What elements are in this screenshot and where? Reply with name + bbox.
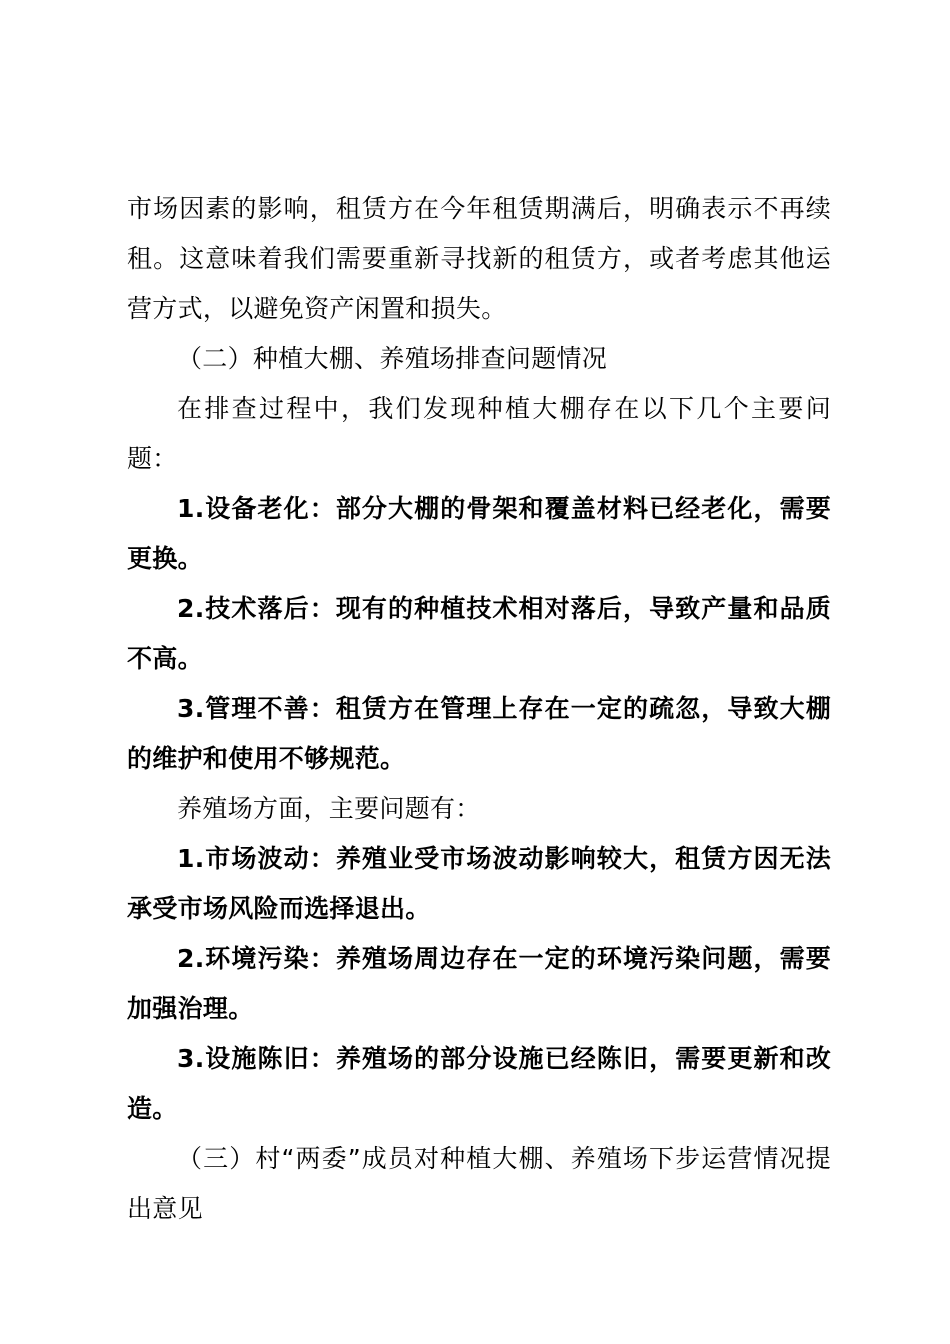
greenhouse-issue-1: 1.设备老化：部分大棚的骨架和覆盖材料已经老化，需要更换。 <box>127 494 831 573</box>
farm-issue-3: 3.设施陈旧：养殖场的部分设施已经陈旧，需要更新和改造。 <box>127 1044 831 1123</box>
paragraph-farm-intro: 养殖场方面，主要问题有： <box>177 794 481 823</box>
section-heading-2: （二）种植大棚、养殖场排查问题情况 <box>177 344 608 373</box>
section-heading-3: （三）村“两委”成员对种植大棚、养殖场下步运营情况提出意见 <box>127 1144 831 1223</box>
document-body <box>127 184 831 1234</box>
greenhouse-issue-3: 3.管理不善：租赁方在管理上存在一定的疏忽，导致大棚的维护和使用不够规范。 <box>127 694 831 773</box>
paragraph-continuation: 市场因素的影响，租赁方在今年租赁期满后，明确表示不再续租。这意味着我们需要重新寻找新的租赁方，或者考虑其他运营方式，以避免资产闲置和损失。 <box>127 194 831 323</box>
greenhouse-issue-2: 2.技术落后：现有的种植技术相对落后，导致产量和品质不高。 <box>127 594 831 673</box>
paragraph-greenhouse-intro: 在排查过程中，我们发现种植大棚存在以下几个主要问题： <box>127 394 831 473</box>
farm-issue-2: 2.环境污染：养殖场周边存在一定的环境污染问题，需要加强治理。 <box>127 944 831 1023</box>
farm-issue-1: 1.市场波动：养殖业受市场波动影响较大，租赁方因无法承受市场风险而选择退出。 <box>127 844 831 923</box>
